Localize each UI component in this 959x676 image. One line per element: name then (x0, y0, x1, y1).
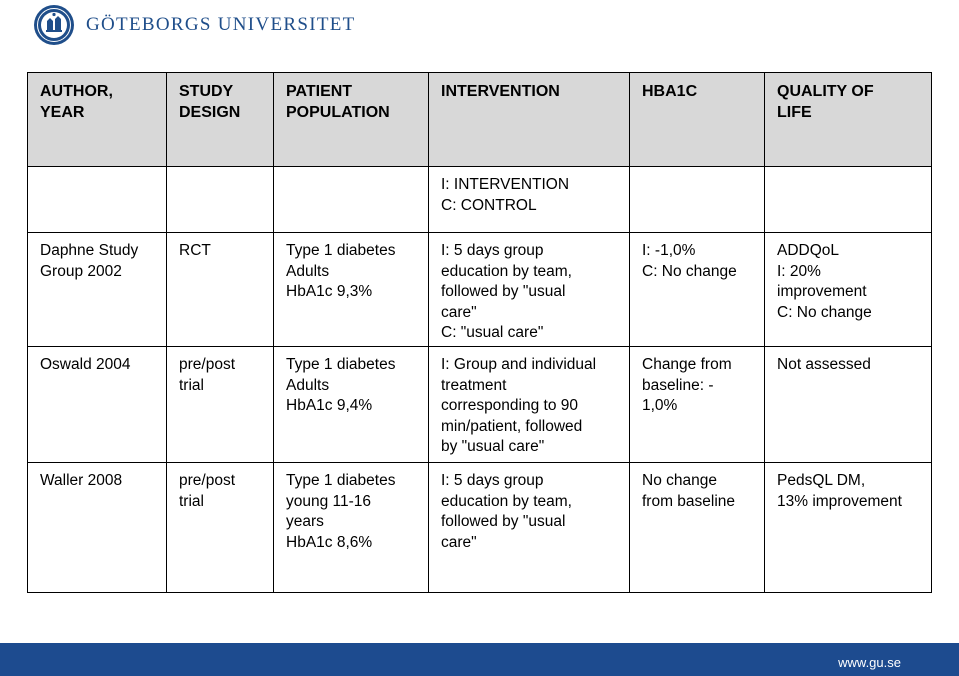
table-cell: Change from baseline: - 1,0% (630, 347, 765, 463)
table-cell (765, 167, 932, 233)
table-cell: No change from baseline (630, 463, 765, 593)
table-cell: Not assessed (765, 347, 932, 463)
table-cell: ADDQoL I: 20% improvement C: No change (765, 233, 932, 347)
table-cell: RCT (167, 233, 274, 347)
table-row (28, 347, 932, 463)
table-cell: Waller 2008 (28, 463, 167, 593)
footer-url-link[interactable]: www.gu.se (838, 655, 901, 670)
table-cell: I: 5 days group education by team, followed by "usual care" C: "usual care" (429, 233, 630, 347)
table-cell (28, 167, 167, 233)
university-logo (33, 4, 356, 46)
column-header-author-year: AUTHOR, YEAR (28, 73, 167, 167)
intervention-control-legend: I: INTERVENTION C: CONTROL (429, 167, 630, 233)
table-cell: Type 1 diabetes young 11-16 years HbA1c 8,6% (274, 463, 429, 593)
column-header-hba1c: HBA1C (630, 73, 765, 167)
table-cell: PedsQL DM, 13% improvement (765, 463, 932, 593)
table-cell (167, 167, 274, 233)
table-cell: Type 1 diabetes Adults HbA1c 9,3% (274, 233, 429, 347)
study-table (27, 72, 932, 593)
university-name: GÖTEBORGS UNIVERSITET (86, 14, 356, 35)
table-cell: I: 5 days group education by team, followed by "usual care" (429, 463, 630, 593)
column-header-study-design: STUDY DESIGN (167, 73, 274, 167)
table-row (28, 463, 932, 593)
column-header-quality-of-life: QUALITY OF LIFE (765, 73, 932, 167)
table-cell (630, 167, 765, 233)
table-header-row (28, 73, 932, 167)
table-cell: pre/post trial (167, 347, 274, 463)
legend-row (28, 167, 932, 233)
table-cell: Oswald 2004 (28, 347, 167, 463)
table-cell: Daphne Study Group 2002 (28, 233, 167, 347)
column-header-intervention: INTERVENTION (429, 73, 630, 167)
university-seal-icon (33, 4, 75, 46)
table-cell (274, 167, 429, 233)
table-cell: I: Group and individual treatment corresponding to 90 min/patient, followed by "usual care" (429, 347, 630, 463)
table-cell: Type 1 diabetes Adults HbA1c 9,4% (274, 347, 429, 463)
table-row (28, 233, 932, 347)
column-header-patient-population: PATIENT POPULATION (274, 73, 429, 167)
footer-bar (0, 643, 959, 676)
table-cell: pre/post trial (167, 463, 274, 593)
table-cell: I: -1,0% C: No change (630, 233, 765, 347)
